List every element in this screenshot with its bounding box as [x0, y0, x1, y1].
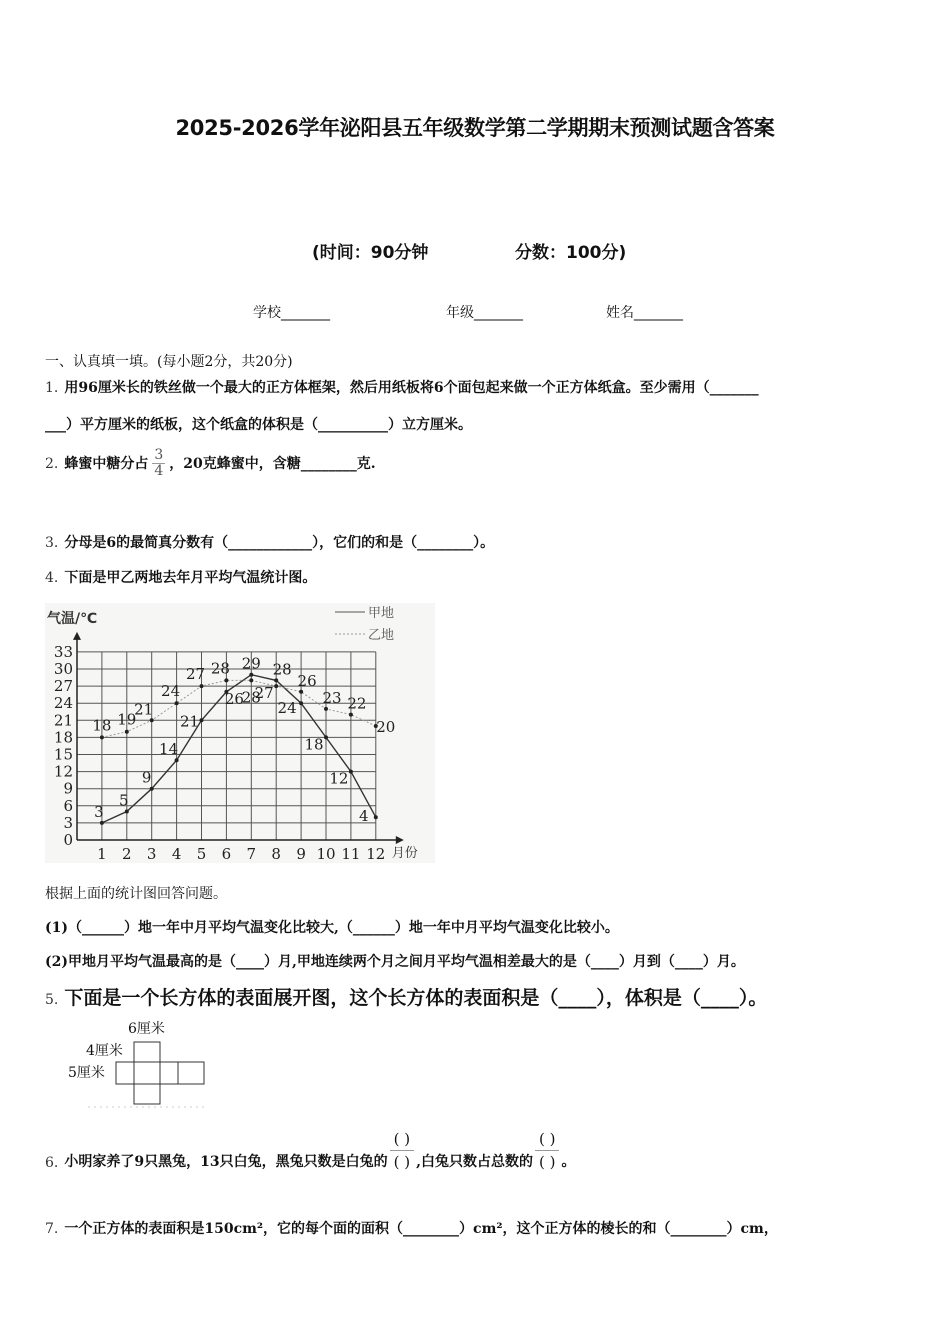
- name-field[interactable]: [606, 302, 683, 322]
- svg-text:26: 26: [297, 671, 317, 690]
- svg-text:11: 11: [341, 845, 361, 863]
- question-4: 4. 下面是甲乙两地去年月平均气温统计图。: [45, 570, 317, 586]
- svg-text:19: 19: [117, 710, 137, 729]
- svg-text:9: 9: [296, 845, 306, 863]
- net-label-mid: 4厘米: [86, 1043, 123, 1059]
- section-heading: 一、认真填一填。(每小题2分，共20分): [45, 354, 293, 370]
- question-4-sub1: (1)（______）地一年中月平均气温变化比较大,（______）地一年中月平均气温变化比较小。: [45, 920, 619, 936]
- school-label: 学校: [253, 305, 281, 321]
- svg-text:33: 33: [53, 642, 73, 661]
- svg-text:2: 2: [122, 845, 132, 863]
- svg-text:3: 3: [63, 813, 73, 832]
- school-field[interactable]: [253, 302, 330, 322]
- svg-text:1: 1: [97, 845, 107, 863]
- svg-text:22: 22: [347, 694, 367, 713]
- svg-text:29: 29: [241, 654, 261, 673]
- svg-text:4: 4: [171, 845, 182, 863]
- svg-text:6: 6: [221, 845, 232, 863]
- question-1-line2: ___）平方厘米的纸板，这个纸盒的体积是（__________）立方厘米。: [45, 417, 472, 433]
- cuboid-net-diagram: [68, 1018, 228, 1110]
- question-6: 6. 小明家养了9只黑兔，13只白兔，黑兔只数是白兔的 ( ) ( ) ,白兔只数占总数的 ( ) ( ) 。: [45, 1130, 576, 1171]
- name-blank: _______: [634, 305, 683, 321]
- svg-text:12: 12: [366, 845, 386, 863]
- question-number: 1.: [45, 380, 59, 396]
- svg-text:27: 27: [185, 665, 206, 684]
- fraction-blank-1[interactable]: ( ) ( ): [390, 1130, 414, 1171]
- question-2: 2. 蜂蜜中糖分占 $\frac{3}{4}$ ，20克蜂蜜中，含糖________克.: [45, 447, 376, 480]
- question-number: 3.: [45, 535, 59, 551]
- svg-text:20: 20: [376, 718, 396, 736]
- svg-text:12: 12: [329, 769, 349, 788]
- net-label-left: 5厘米: [68, 1065, 105, 1081]
- svg-text:28: 28: [241, 688, 261, 707]
- question-4-sub2: (2)甲地月平均气温最高的是（____）月,甲地连续两个月之间月平均气温相差最大的是（____）月到（____）月。: [45, 954, 745, 970]
- grade-blank: _______: [474, 305, 523, 321]
- question-5: 5. 下面是一个长方体的表面展开图，这个长方体的表面积是（____），体积是（____）。: [45, 987, 768, 1009]
- svg-text:28: 28: [210, 659, 230, 678]
- name-label: 姓名: [606, 305, 634, 321]
- svg-text:乙地: 乙地: [368, 628, 395, 643]
- grade-field[interactable]: [446, 302, 523, 322]
- fraction-blank-2[interactable]: ( ) ( ): [535, 1130, 559, 1171]
- svg-text:21: 21: [179, 712, 200, 731]
- question-number: 7.: [45, 1221, 59, 1237]
- school-blank: _______: [281, 305, 330, 321]
- svg-text:15: 15: [53, 745, 73, 764]
- question-number: 5.: [45, 992, 59, 1008]
- question-number: 2.: [45, 455, 59, 472]
- svg-text:3: 3: [94, 802, 104, 821]
- question-number: 6.: [45, 1155, 59, 1171]
- svg-text:18: 18: [304, 735, 324, 754]
- svg-text:27: 27: [254, 684, 274, 703]
- svg-text:7: 7: [246, 845, 257, 863]
- svg-text:18: 18: [53, 728, 73, 747]
- document-title: 2025-2026学年泌阳县五年级数学第二学期期末预测试题含答案: [175, 116, 775, 140]
- svg-text:21: 21: [134, 700, 154, 719]
- svg-text:24: 24: [161, 682, 181, 701]
- svg-text:21: 21: [53, 711, 73, 730]
- svg-text:10: 10: [316, 845, 336, 863]
- svg-text:24: 24: [53, 694, 73, 713]
- svg-text:9: 9: [141, 768, 152, 787]
- net-label-top: 6厘米: [128, 1021, 165, 1037]
- svg-text:3: 3: [146, 845, 157, 863]
- svg-text:0: 0: [63, 831, 73, 849]
- question-7: 7. 一个正方体的表面积是150cm²，它的每个面的面积（________）cm²，这个正方体的棱长的和（________）cm，: [45, 1221, 778, 1237]
- svg-text:30: 30: [53, 660, 73, 678]
- grade-label: 年级: [446, 305, 474, 321]
- svg-text:5: 5: [119, 791, 129, 810]
- svg-text:4: 4: [359, 807, 369, 826]
- question-4-instruction: 根据上面的统计图回答问题。: [45, 886, 227, 902]
- svg-text:27: 27: [53, 677, 73, 696]
- time-limit: (时间：90分钟: [312, 243, 429, 263]
- svg-text:24: 24: [277, 699, 297, 718]
- svg-text:26: 26: [224, 689, 244, 708]
- svg-text:8: 8: [271, 845, 281, 863]
- question-number: 4.: [45, 570, 59, 586]
- chart-canvas: [45, 603, 435, 863]
- svg-text:甲地: 甲地: [368, 606, 395, 621]
- svg-text:9: 9: [63, 779, 73, 798]
- svg-text:5: 5: [196, 845, 207, 863]
- svg-text:气温/℃: 气温/℃: [47, 611, 98, 627]
- fraction: $\frac{3}{4}$: [154, 447, 164, 480]
- svg-text:12: 12: [53, 762, 73, 781]
- svg-text:14: 14: [159, 740, 179, 759]
- svg-text:23: 23: [322, 688, 342, 707]
- question-3: 3. 分母是6的最简真分数有（____________），它们的和是（________）。: [45, 535, 495, 551]
- svg-text:月份: 月份: [391, 846, 418, 861]
- svg-text:6: 6: [63, 796, 73, 815]
- question-1-line1: 1. 用96厘米长的铁丝做一个最大的正方体框架，然后用纸板将6个面包起来做一个正方体纸盒。至少需用（_______: [45, 380, 759, 396]
- temperature-line-chart: [45, 603, 435, 863]
- svg-text:18: 18: [92, 716, 112, 735]
- svg-text:28: 28: [272, 660, 292, 679]
- total-score: 分数：100分): [515, 243, 627, 263]
